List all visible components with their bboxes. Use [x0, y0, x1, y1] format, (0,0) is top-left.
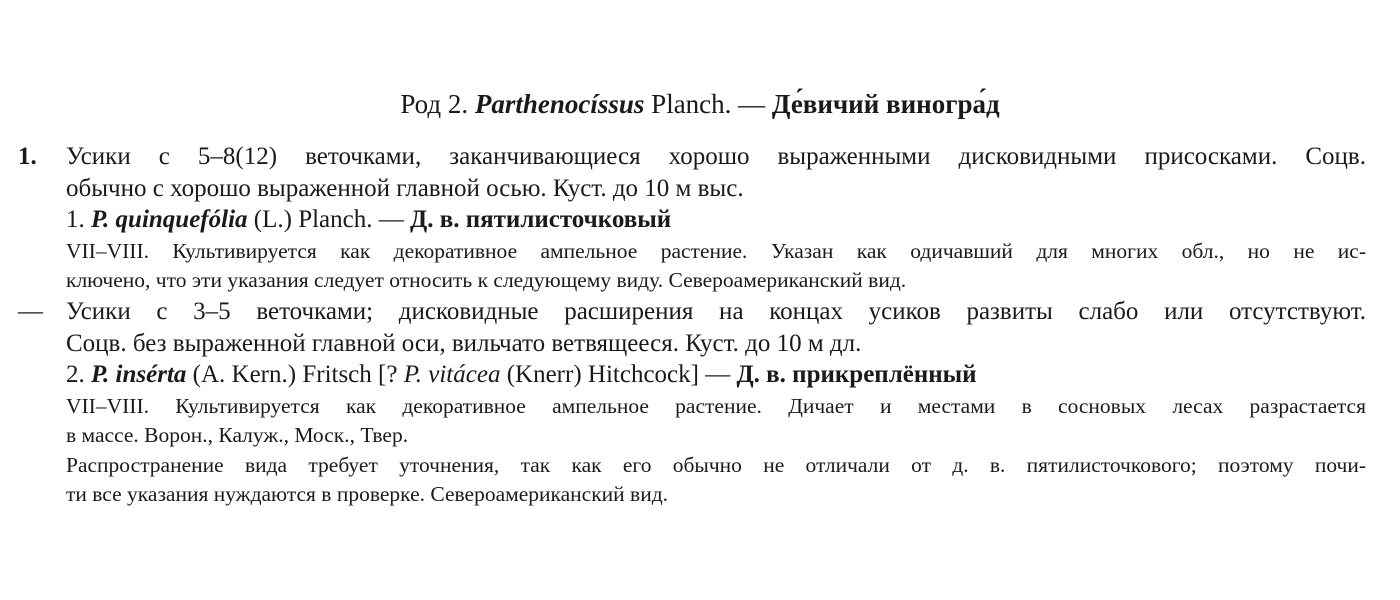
couplet-2-line-1: Усики с 3–5 веточками; дисковидные расширения на концах усиков развиты слабо или отсутствуют. — [66, 298, 1366, 325]
species-1-russian-name: Д. в. пятилисточковый — [410, 206, 672, 233]
species-2-latin-name: P. insérta — [91, 361, 187, 388]
species-2-author: (A. Kern.) Fritsch [? — [186, 361, 404, 388]
couplet-number: 1. — [18, 143, 37, 170]
species-2-russian-name: Д. в. прикреплённый — [736, 361, 977, 388]
species-1-note-line-1: VII–VIII. Культивируется как декоративное ампельное растение. Указан как одичавший для многих обл., но не ис- — [66, 239, 1366, 263]
species-1-number: 1. — [66, 206, 91, 233]
species-1-latin-name: P. quinquefólia — [91, 206, 248, 233]
species-1-author: (L.) Planch. — — [247, 206, 410, 233]
species-2-remark-line-2: ти все указания нуждаются в проверке. Североамериканский вид. — [66, 482, 669, 506]
species-2-synonym-author: (Knerr) Hitchcock] — — [500, 361, 737, 388]
species-2-note-line-1: VII–VIII. Культивируется как декоративное ампельное растение. Дичает и местами в сосновых лесах разрастается — [66, 394, 1366, 418]
genus-latin-name: Parthenocíssus — [474, 89, 645, 119]
species-1-heading — [66, 204, 1366, 236]
genus-author: Planch. — — [644, 89, 772, 119]
species-1-note-line-2: ключено, что эти указания следует относить к следующему виду. Североамериканский вид. — [66, 268, 907, 292]
species-2-number: 2. — [66, 361, 91, 388]
species-2-remark-line-1: Распространение вида требует уточнения, так как его обычно не отличали от д. в. пятилисточкового; поэтому почи- — [66, 453, 1366, 477]
genus-heading — [0, 86, 1400, 122]
couplet-1-line-1: Усики с 5–8(12) веточками, заканчивающиеся хорошо выраженными дисковидными присосками. Соцв. — [66, 143, 1366, 170]
species-2-heading — [66, 359, 1366, 391]
genus-prefix: Род 2. — [400, 89, 475, 119]
genus-russian-name: Де́вичий виногра́д — [771, 89, 1000, 119]
couplet-2-line-2: Соцв. без выраженной главной оси, вильчато ветвящееся. Куст. до 10 м дл. — [66, 330, 862, 357]
species-2-note-line-2: в массе. Ворон., Калуж., Моск., Твер. — [66, 423, 409, 447]
species-2-synonym-name: P. vitácea — [403, 361, 501, 388]
couplet-1-line-2: обычно с хорошо выраженной главной осью. Куст. до 10 м выс. — [66, 175, 744, 202]
couplet-dash-marker: — — [18, 298, 43, 325]
